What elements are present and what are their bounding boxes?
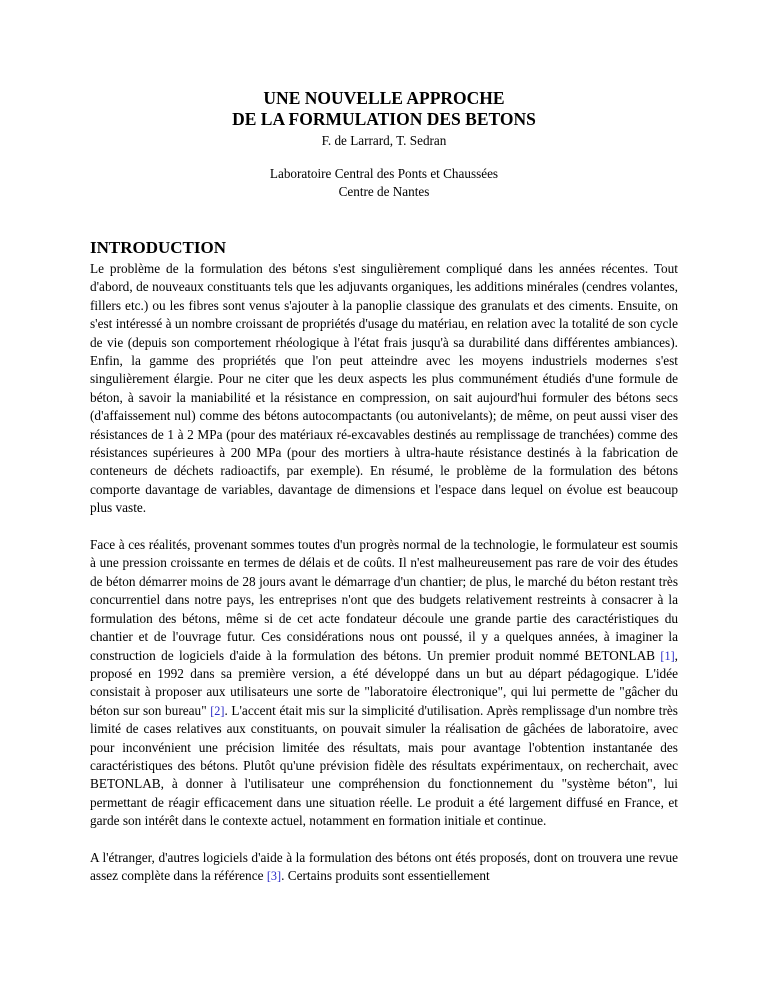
paragraph	[90, 849, 678, 886]
authors-line: F. de Larrard, T. Sedran	[321, 133, 447, 148]
section-heading-introduction: INTRODUCTION	[90, 238, 227, 257]
paragraph	[90, 260, 678, 518]
paragraph-text: Le problème de la formulation des bétons s'est singulièrement compliqué dans les années récentes. Tout d'abord, de nouveaux constituants tels que les adjuvants organiques, les additions minérales (cendres volantes, fillers etc.) ou les fibres sont venus s'ajouter à la panoplie classique des granulats et des ciments. Ensuite, on s'est intéressé à un nombre croissant de propriétés d'usage du matériau, en relation avec la totalité de son cycle de vie (depuis son comportement rhéologique à l'état frais jusqu'à sa durabilité dans différentes ambiances). Enfin, la gamme des propriétés que l'on peut atteindre avec les moyens industriels modernes s'est singulièrement élargie. Pour ne citer que les deux aspects les plus communément étudiés d'une formule de béton, à savoir la maniabilité et la résistance en compression, on sait aujourd'hui formuler des bétons secs (d'affaissement nul) comme des bétons autocompactants (ou autonivelants); de même, on peut aussi viser des résistances de 1 à 2 MPa (pour des matériaux ré-excavables destinés au remplissage de tranchées) comme des résistances supérieures à 200 MPa (pour des mortiers à ultra-haute résistance destinés à la fabrication de conteneurs de déchets radioactifs, par exemple). En résumé, le problème de la formulation des bétons comporte davantage de variables, davantage de dimensions et l'espace dans lequel on évolue est beaucoup plus vaste.	[90, 261, 678, 516]
affiliation	[90, 165, 678, 200]
paper-title-line1: UNE NOUVELLE APPROCHE	[263, 88, 505, 108]
paragraph-text: . Certains produits sont essentiellement	[281, 868, 490, 884]
paper-title	[90, 88, 678, 130]
paragraph-text: Face à ces réalités, provenant sommes toutes d'un progrès normal de la technologie, le formulateur est soumis à une pression croissante en termes de délais et de coûts. Il n'est malheureusement pas rare de voir des études de béton démarrer moins de 28 jours avant le démarrage d'un chantier; de plus, le marché du béton restant très concurrentiel dans notre pays, les entreprises n'ont que des budgets relativement restreints à consacrer à la formulation des bétons, même si de cet acte fondateur découle une grande partie des caractéristiques du chantier et de l'ouvrage futur. Ces considérations nous ont poussé, il y a quelques années, à imaginer la construction de logiciels d'aide à la formulation des bétons. Un premier produit nommé BETONLAB	[90, 537, 678, 663]
affiliation-line1: Laboratoire Central des Ponts et Chaussées	[269, 166, 499, 181]
citation-reference-link[interactable]: [1]	[660, 648, 675, 663]
body-text	[90, 260, 678, 886]
paper-title-line2: DE LA FORMULATION DES BETONS	[232, 109, 536, 129]
citation-reference-link[interactable]: [2]	[210, 703, 225, 718]
citation-reference-link[interactable]: [3]	[266, 869, 282, 884]
paragraph-text: A l'étranger, d'autres logiciels d'aide à la formulation des bétons ont étés proposés, dont on trouvera une revue assez complète dans la référence	[90, 849, 678, 884]
affiliation-line2: Centre de Nantes	[338, 183, 430, 199]
paragraph-text: . L'accent était mis sur la simplicité d'utilisation. Après remplissage d'un nombre très limité de cases relatives aux constituants, on pouvait simuler la réalisation de gâchées de laboratoire, avec pour inconvénient une précision limitée des résultats, mais pour avantage l'obtention instantanée des caractéristiques des bétons. Plutôt qu'une prévision fidèle des résultats expérimentaux, on recherchait, avec BETONLAB, à donner à l'utilisateur une compréhension du fonctionnement du "système béton", lui permettant de réagir efficacement dans une situation réelle. Le produit a été largement diffusé en France, et garde son intérêt dans le contexte actuel, notamment en formation initiale et continue.	[90, 702, 678, 829]
paragraph	[90, 536, 678, 831]
paragraph-text: , proposé en 1992 dans sa première version, a été développé dans un but au départ pédagogique. L'idée consistait à proposer aux utilisateurs une sorte de "laboratoire électronique", qui lui permette de "gâcher du béton sur son bureau"	[90, 647, 678, 718]
